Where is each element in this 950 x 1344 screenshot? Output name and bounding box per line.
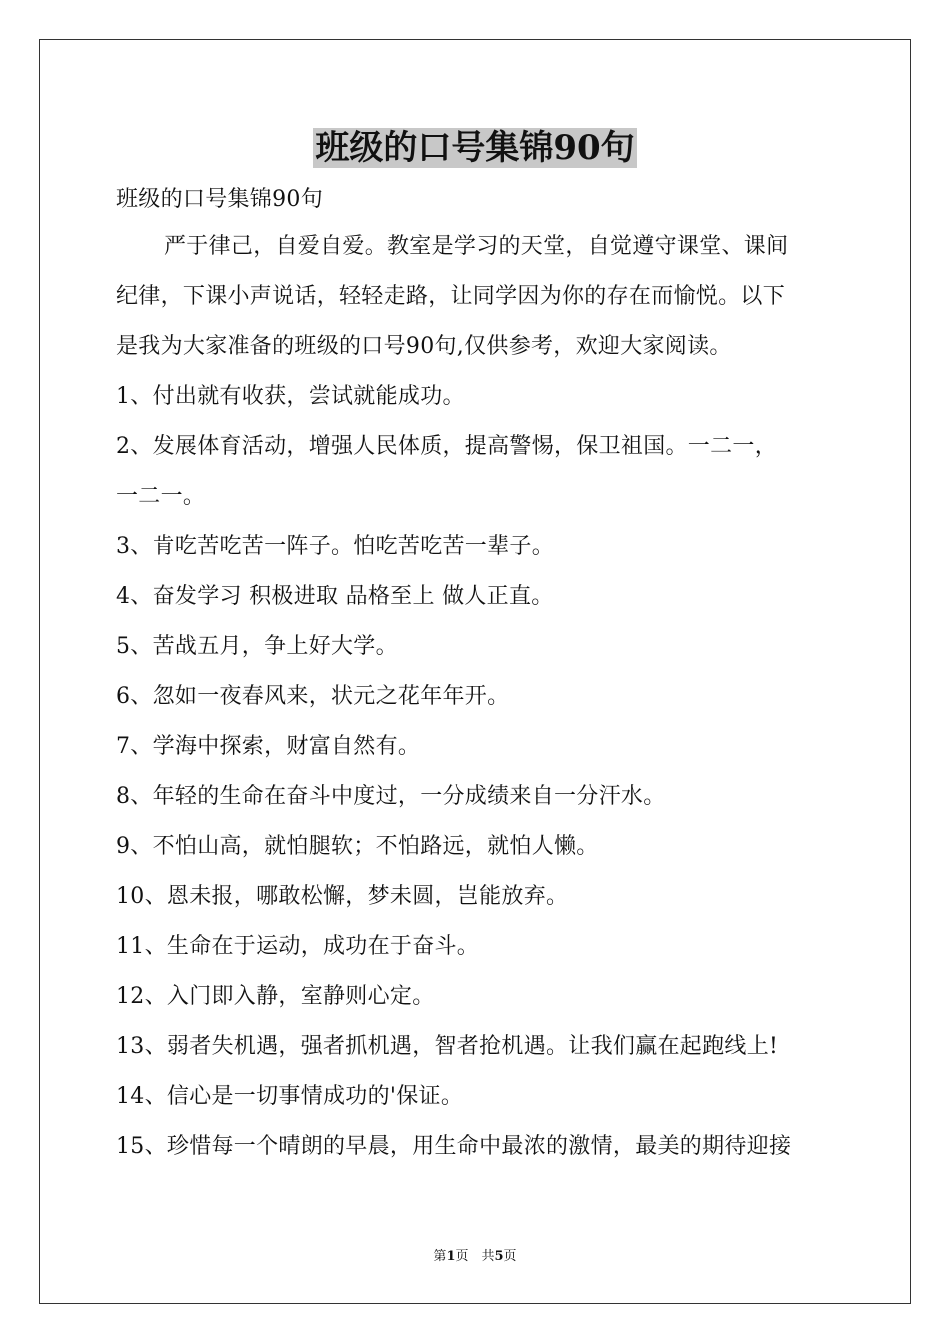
page-suffix: 页 xyxy=(503,1249,517,1264)
intro-line-1: 严于律己，自爱自爱。教室是学习的天堂，自觉遵守课堂、课间 xyxy=(164,234,789,259)
list-item: 一二一。 xyxy=(116,484,206,509)
list-item: 14、信心是一切事情成功的'保证。 xyxy=(116,1084,464,1109)
intro-line-2: 纪律，下课小声说话，轻轻走路，让同学因为你的存在而愉悦。以下 xyxy=(116,284,786,309)
list-item: 6、忽如一夜春风来，状元之花年年开。 xyxy=(116,684,510,709)
page-footer xyxy=(0,1247,950,1267)
document-title xyxy=(0,126,950,170)
list-item: 10、恩未报，哪敢松懈，梦未圆，岂能放弃。 xyxy=(116,884,569,909)
page-current: 1 xyxy=(446,1249,456,1264)
list-item: 11、生命在于运动，成功在于奋斗。 xyxy=(116,934,480,959)
intro-line-3: 是我为大家准备的班级的口号90句,仅供参考，欢迎大家阅读。 xyxy=(116,334,732,359)
page-mid: 页 共 xyxy=(455,1249,495,1264)
list-item: 15、珍惜每一个晴朗的早晨，用生命中最浓的激情，最美的期待迎接 xyxy=(116,1134,792,1159)
list-item: 4、奋发学习 积极进取 品格至上 做人正直。 xyxy=(116,584,554,609)
list-item: 2、发展体育活动，增强人民体质，提高警惕，保卫祖国。一二一， xyxy=(116,434,777,459)
list-item: 1、付出就有收获，尝试就能成功。 xyxy=(116,384,465,409)
list-item: 5、苦战五月，争上好大学。 xyxy=(116,634,398,659)
list-item: 9、不怕山高，就怕腿软；不怕路远，就怕人懒。 xyxy=(116,834,599,859)
list-item: 12、入门即入静，室静则心定。 xyxy=(116,984,435,1009)
subtitle: 班级的口号集锦90句 xyxy=(116,187,323,212)
list-item: 8、年轻的生命在奋斗中度过，一分成绩来自一分汗水。 xyxy=(116,784,666,809)
list-item: 7、学海中探索，财富自然有。 xyxy=(116,734,421,759)
page-prefix: 第 xyxy=(433,1249,447,1264)
document-body xyxy=(116,178,836,1172)
document-title-text: 班级的口号集锦90句 xyxy=(315,128,635,168)
list-item: 13、弱者失机遇，强者抓机遇，智者抢机遇。让我们赢在起跑线上! xyxy=(116,1034,779,1059)
list-item: 3、肯吃苦吃苦一阵子。怕吃苦吃苦一辈子。 xyxy=(116,534,554,559)
page-total: 5 xyxy=(494,1249,504,1264)
